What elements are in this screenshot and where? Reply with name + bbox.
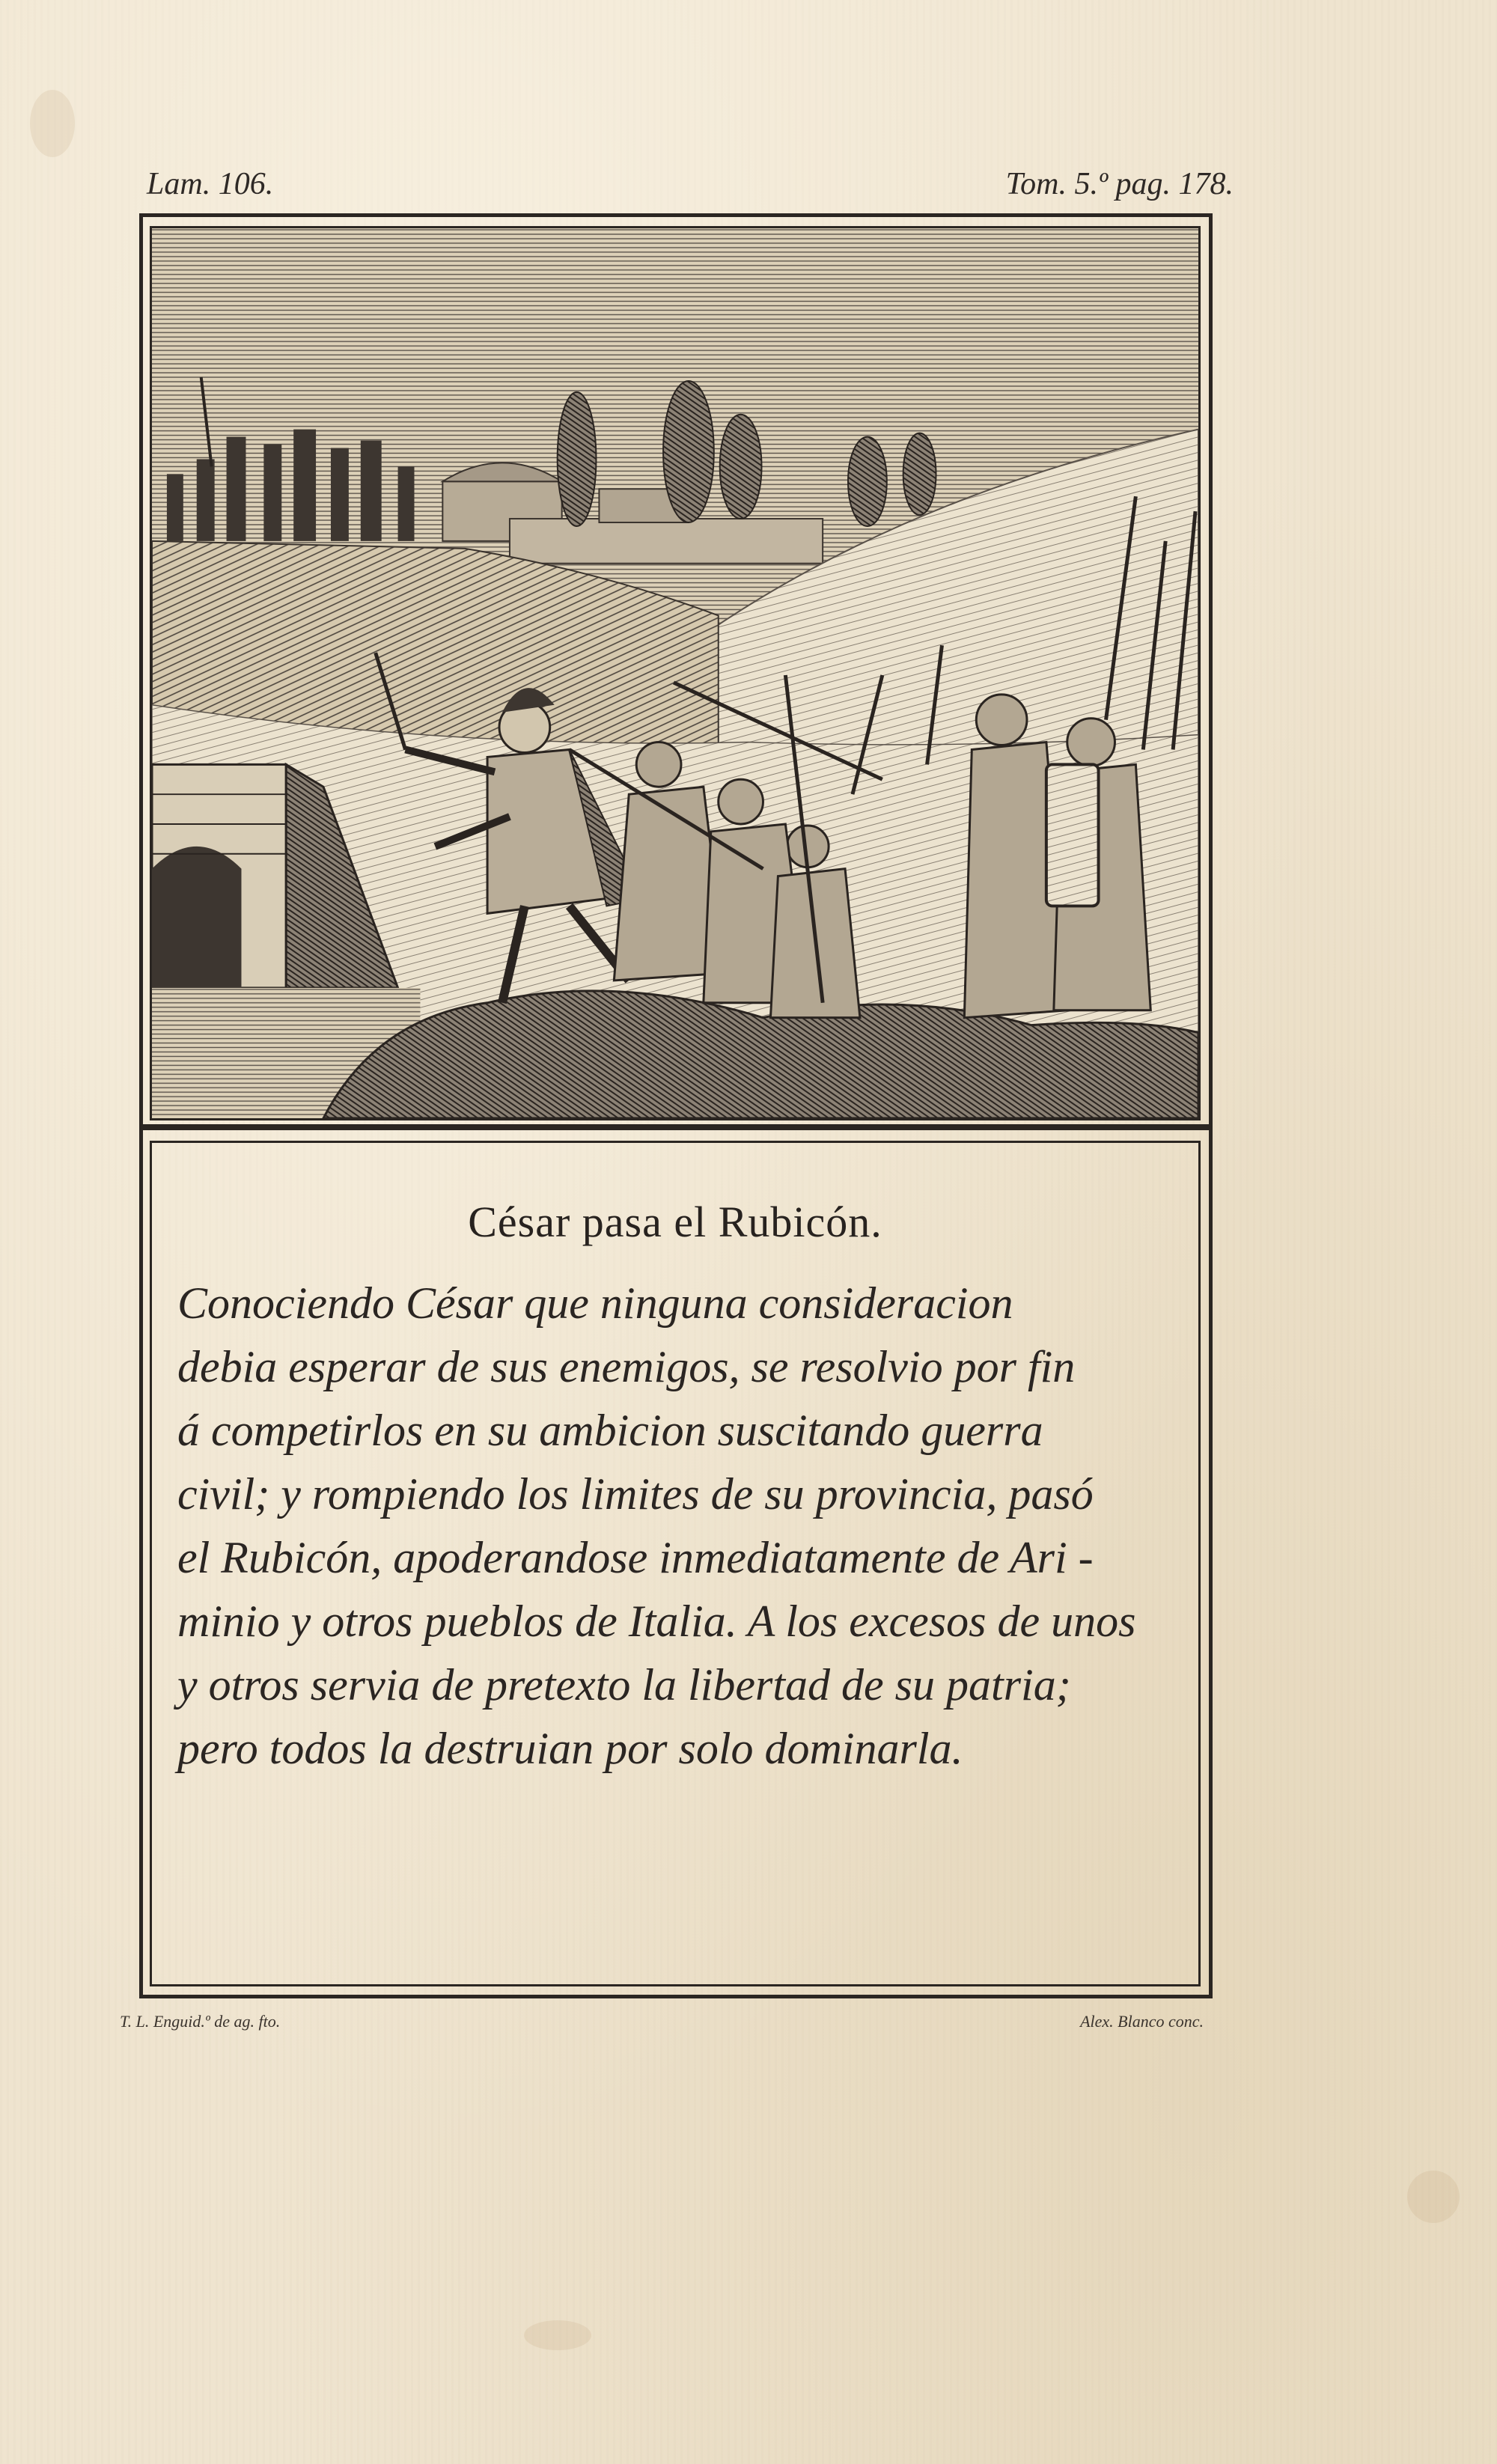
volume-page-reference: Tom. 5.º pag. 178. — [1005, 167, 1234, 201]
caption-line: debia esperar de sus enemigos, se resolvio por fin — [177, 1342, 1076, 1391]
paper-stain — [30, 90, 75, 157]
caption-body — [177, 1272, 1173, 1781]
plate-divider — [139, 1124, 1213, 1130]
caption-frame — [150, 1141, 1201, 1986]
caption-title: César pasa el Rubicón. — [468, 1198, 882, 1246]
draftsman-credit: T. L. Enguid.º de ag. fto. — [120, 2012, 281, 2031]
caption-line: Conociendo César que ninguna consideracion — [177, 1278, 1013, 1328]
caption-line: minio y otros pueblos de Italia. A los excesos de unos — [177, 1597, 1136, 1646]
plate-number: Lam. 106. — [147, 167, 274, 201]
caption-line: á competirlos en su ambicion suscitando guerra — [177, 1406, 1043, 1455]
paper-stain — [524, 2320, 591, 2350]
caption-line: civil; y rompiendo los limites de su provincia, pasó — [177, 1469, 1094, 1519]
engraving-illustration — [152, 228, 1198, 1118]
engraving-plate — [150, 226, 1201, 1120]
caption-line: pero todos la destruian por solo dominarla. — [177, 1724, 963, 1773]
paper-stain — [1407, 2171, 1460, 2223]
engraver-credit: Alex. Blanco conc. — [1080, 2012, 1204, 2031]
caption-line: el Rubicón, apoderandose inmediatamente de Ari - — [177, 1533, 1094, 1582]
caption-line: y otros servia de pretexto la libertad de su patria; — [177, 1660, 1071, 1710]
